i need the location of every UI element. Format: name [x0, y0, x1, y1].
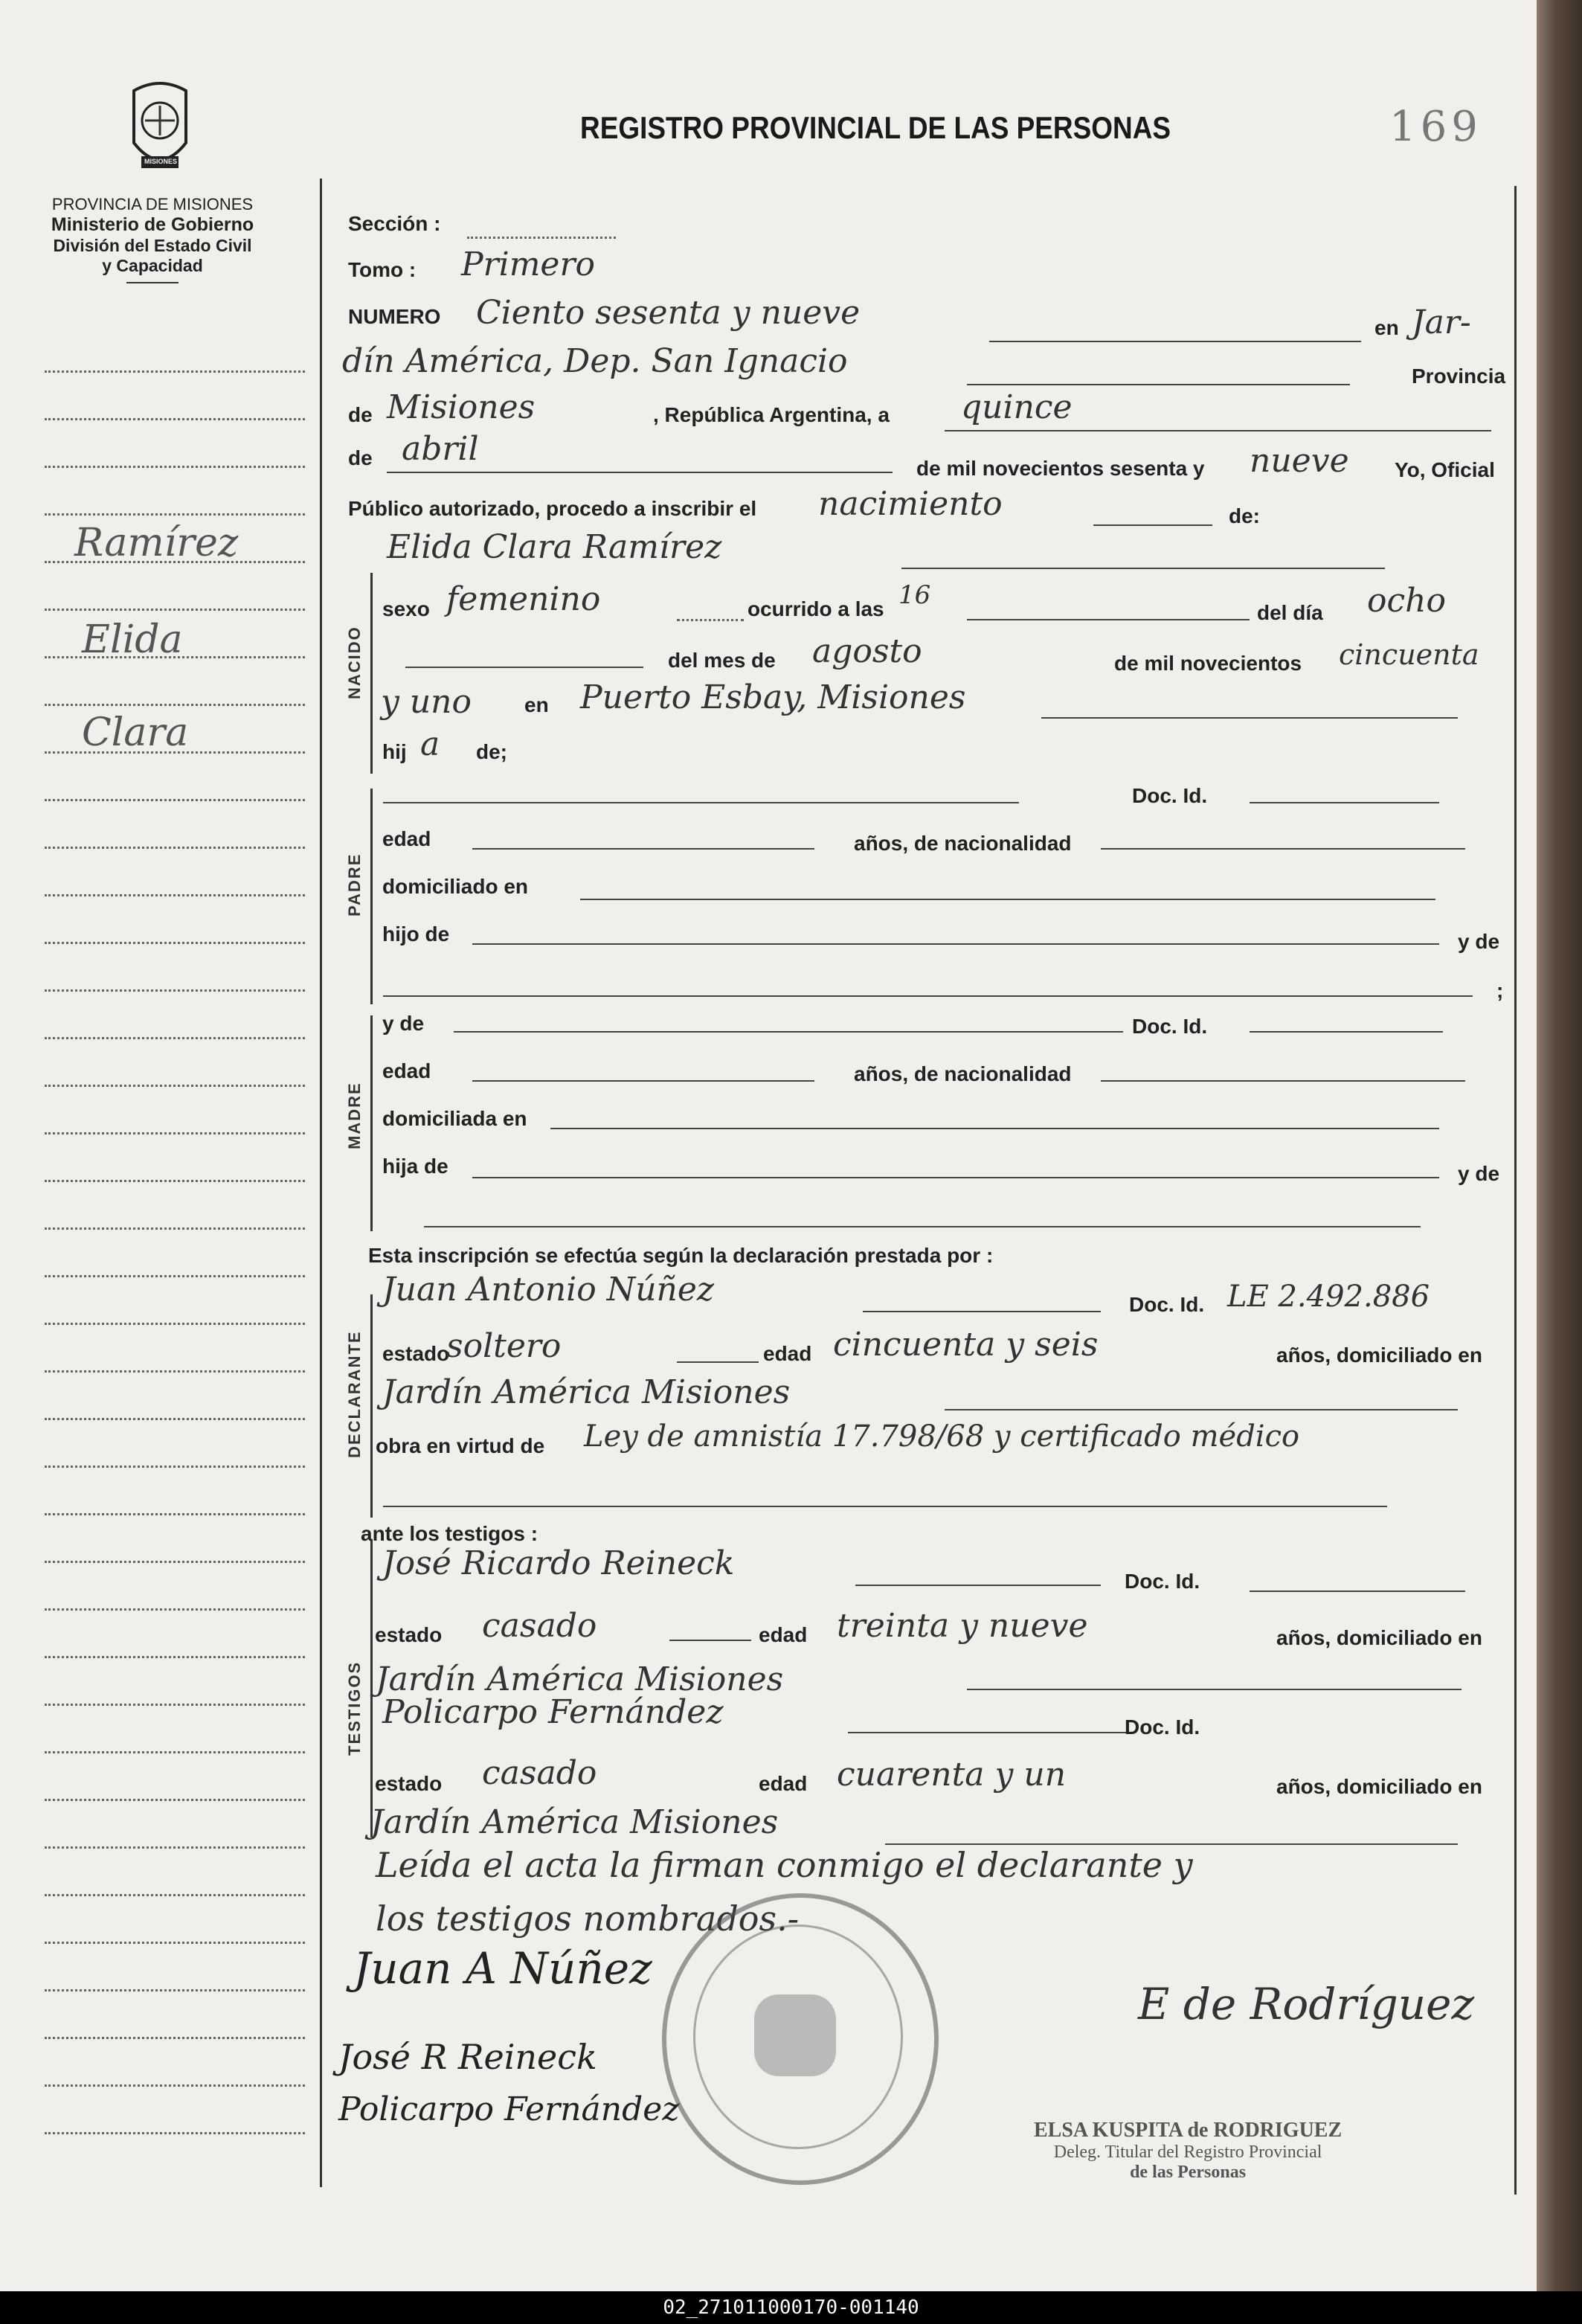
value-en-a: Jar- — [1412, 304, 1471, 341]
left-frame-line — [320, 179, 322, 2187]
official-stamp-line2: Deleg. Titular del Registro Provincial — [1053, 2142, 1322, 2162]
margin-name1: Elida — [82, 617, 183, 662]
acto-line — [1093, 524, 1212, 526]
side-label-madre: MADRE — [345, 1082, 364, 1149]
label-testigo2-anos: años, domiciliado en — [1276, 1775, 1482, 1798]
label-declarante-anos: años, domiciliado en — [1276, 1344, 1482, 1367]
seccion-dots — [467, 237, 616, 239]
margin-ruled-line — [45, 942, 305, 944]
padre-nac-line — [1101, 848, 1465, 850]
left-header-line2: Ministerio de Gobierno — [51, 214, 254, 235]
left-header-line3: División del Estado Civil — [53, 236, 252, 255]
margin-ruled-line — [45, 2084, 305, 2087]
label-madre-nac: años, de nacionalidad — [854, 1062, 1072, 1085]
label-seccion: Sección : — [348, 212, 441, 235]
label-testigo2-edad: edad — [759, 1772, 808, 1795]
declarante-estado-line — [677, 1361, 759, 1363]
label-madre-y-de: y de — [382, 1012, 425, 1035]
value-declarante-nombre: Juan Antonio Núñez — [382, 1271, 715, 1309]
dia-line — [945, 430, 1491, 431]
mes-line — [387, 472, 893, 473]
official-stamp-line3: de las Personas — [1130, 2163, 1247, 2182]
margin-ruled-line — [45, 1466, 305, 1468]
margin-ruled-line — [45, 1370, 305, 1373]
value-nombre: Elida Clara Ramírez — [387, 528, 722, 566]
label-madre-doc: Doc. Id. — [1132, 1015, 1208, 1038]
en-line — [967, 384, 1350, 385]
value-dia: quince — [961, 388, 1073, 426]
numero-line — [989, 341, 1361, 342]
official-stamp-line1: ELSA KUSPITA de RODRIGUEZ — [1034, 2119, 1343, 2142]
page-number: 169 — [1389, 103, 1482, 151]
label-hij: hij — [382, 740, 407, 763]
madre-hija-line — [472, 1177, 1439, 1178]
value-testigo2-estado: casado — [482, 1754, 597, 1792]
label-padre-dom: domiciliado en — [382, 875, 529, 898]
margin-ruled-line — [45, 799, 305, 801]
value-hij-suffix: a — [420, 725, 440, 763]
hora-line — [967, 619, 1250, 620]
value-testigo2-nombre: Policarpo Fernández — [382, 1693, 724, 1731]
label-mil-sesenta: de mil novecientos sesenta y — [916, 457, 1205, 480]
header-divider — [126, 282, 179, 283]
label-testigo2-doc: Doc. Id. — [1125, 1715, 1200, 1739]
label-padre-doc: Doc. Id. — [1132, 784, 1208, 807]
value-testigo1-edad: treinta y nueve — [837, 1607, 1088, 1645]
label-de-semicolon: de; — [476, 740, 507, 763]
testigo1-dom-line — [967, 1689, 1462, 1690]
value-declarante-edad: cincuenta y seis — [833, 1326, 1099, 1364]
margin-ruled-line — [45, 2037, 305, 2039]
value-testigo2-edad: cuarenta y un — [837, 1756, 1067, 1794]
margin-ruled-line — [45, 1799, 305, 1801]
margin-ruled-line — [45, 418, 305, 420]
label-declarante-doc: Doc. Id. — [1129, 1293, 1205, 1316]
madre-edad-line — [472, 1080, 814, 1082]
label-de-colon: de: — [1229, 504, 1260, 527]
testigo1-estado-line — [669, 1640, 751, 1641]
margin-ruled-line — [45, 1323, 305, 1325]
signature-testigo2: Policarpo Fernández — [338, 2090, 680, 2128]
margin-surname: Ramírez — [74, 521, 239, 565]
label-madre-hija: hija de — [382, 1155, 448, 1178]
image-caption: 02_271011000170-001140 — [0, 2291, 1582, 2324]
margin-ruled-line — [45, 1180, 305, 1182]
label-en-lugar: en — [524, 693, 549, 716]
testigo2-name-line — [848, 1732, 1131, 1733]
seal-text: MISIONES — [144, 158, 178, 165]
declarante-name-line — [863, 1311, 1101, 1312]
madre-divider — [370, 1015, 373, 1231]
padre-hijo-line — [472, 943, 1439, 945]
label-de2: de — [348, 446, 373, 469]
label-republica: , República Argentina, a — [653, 403, 890, 426]
value-dia-nac: ocho — [1367, 582, 1446, 620]
mes-nac-line-a — [405, 667, 643, 668]
padre-edad-line — [472, 848, 814, 850]
margin-ruled-line — [45, 370, 305, 373]
value-hora: 16 — [898, 580, 931, 610]
value-numero: Ciento sesenta y nueve — [476, 294, 861, 332]
value-anio-nac-a: cincuenta — [1339, 638, 1479, 671]
label-tomo: Tomo : — [348, 258, 417, 281]
margin-ruled-line — [45, 1942, 305, 1944]
margin-ruled-line — [45, 989, 305, 992]
left-header-line1: PROVINCIA DE MISIONES — [51, 195, 254, 214]
margin-ruled-line — [45, 1513, 305, 1515]
nombre-line — [901, 568, 1385, 569]
label-del-dia: del día — [1257, 601, 1323, 624]
margin-ruled-line — [45, 1275, 305, 1277]
label-madre-dom: domiciliada en — [382, 1107, 527, 1130]
side-label-declarante: DECLARANTE — [345, 1330, 364, 1458]
label-madre-edad: edad — [382, 1059, 431, 1082]
margin-ruled-line — [45, 609, 305, 611]
margin-ruled-line — [45, 704, 305, 706]
provincial-seal — [126, 76, 193, 180]
value-lugar-nac: Puerto Esbay, Misiones — [580, 678, 966, 716]
label-obra: obra en virtud de — [376, 1434, 545, 1457]
signature-declarante: Juan A Núñez — [353, 1943, 652, 1994]
padre-doc-line — [1250, 802, 1439, 803]
official-stamp — [1034, 2119, 1342, 2183]
right-frame-line — [1514, 186, 1517, 2195]
madre-nac-line — [1101, 1080, 1465, 1082]
margin-ruled-line — [45, 1656, 305, 1658]
label-testigo1-anos: años, domiciliado en — [1276, 1626, 1482, 1649]
label-testigo2-estado: estado — [375, 1772, 443, 1795]
label-de-mil-nov: de mil novecientos — [1114, 652, 1302, 675]
nacido-divider — [370, 573, 373, 774]
label-ocurrido: ocurrido a las — [747, 597, 884, 620]
margin-ruled-line — [45, 1846, 305, 1849]
margin-ruled-line — [45, 1989, 305, 1991]
value-provincia: Misiones — [387, 388, 536, 426]
book-spine — [1537, 0, 1582, 2291]
label-padre-hijo: hijo de — [382, 922, 450, 946]
margin-ruled-line — [45, 1894, 305, 1896]
padre-dom-line — [580, 899, 1435, 900]
label-publico: Público autorizado, procedo a inscribir el — [348, 497, 757, 520]
padre-divider — [370, 789, 373, 1004]
testigo1-doc-line — [1250, 1590, 1465, 1592]
margin-ruled-line — [45, 1085, 305, 1087]
madre-name-line — [454, 1031, 1123, 1033]
obra-line-2 — [383, 1506, 1387, 1507]
testigo1-name-line — [855, 1585, 1101, 1586]
madre-doc-line — [1250, 1031, 1443, 1033]
label-padre-semicolon: ; — [1496, 979, 1504, 1002]
margin-ruled-line — [45, 1037, 305, 1039]
margin-ruled-line — [45, 1608, 305, 1611]
value-en-b: dín América, Dep. San Ignacio — [342, 342, 848, 380]
label-inscripcion: Esta inscripción se efectúa según la declaración prestada por : — [368, 1244, 994, 1267]
label-testigo1-doc: Doc. Id. — [1125, 1570, 1200, 1593]
margin-ruled-line — [45, 894, 305, 896]
madre-dom-line — [550, 1128, 1439, 1129]
label-testigo1-edad: edad — [759, 1623, 808, 1646]
declarante-dom-line — [945, 1409, 1458, 1410]
declarante-divider — [370, 1294, 373, 1518]
closing-line-1: Leída el acta la firman conmigo el declarante y — [376, 1845, 1193, 1885]
margin-ruled-line — [45, 2132, 305, 2134]
value-declarante-estado: soltero — [446, 1327, 562, 1365]
lugar-line — [1041, 717, 1458, 719]
value-testigo1-estado: casado — [482, 1607, 597, 1645]
padre-extra-line — [383, 995, 1473, 997]
left-header-line4: y Capacidad — [102, 256, 203, 275]
side-label-padre: PADRE — [345, 853, 364, 917]
closing-line-2: los testigos nombrados.- — [376, 1898, 800, 1939]
label-del-mes: del mes de — [668, 649, 776, 672]
value-testigo1-domicilio: Jardín América Misiones — [376, 1660, 784, 1698]
value-anio-nac-b: y uno — [381, 683, 472, 721]
value-declarante-domicilio: Jardín América Misiones — [382, 1373, 791, 1411]
label-yo-oficial: Yo, Oficial — [1395, 458, 1495, 481]
label-declarante-estado: estado — [382, 1342, 450, 1365]
margin-ruled-line — [45, 1561, 305, 1563]
label-padre-nac: años, de nacionalidad — [854, 832, 1072, 855]
side-label-nacido: NACIDO — [345, 626, 364, 699]
label-madre-y-de2: y de — [1458, 1162, 1500, 1185]
label-padre-y-de: y de — [1458, 930, 1500, 953]
margin-ruled-line — [45, 1418, 305, 1420]
sexo-dots — [677, 619, 744, 621]
padre-name-line — [383, 802, 1019, 803]
label-padre-edad: edad — [382, 827, 431, 850]
value-anio: nueve — [1250, 442, 1349, 480]
page-title: REGISTRO PROVINCIAL DE LAS PERSONAS — [580, 110, 1171, 145]
signature-testigo1: José R Reineck — [338, 2037, 597, 2077]
value-testigo2-domicilio: Jardín América Misiones — [370, 1803, 779, 1841]
margin-ruled-line — [45, 1132, 305, 1134]
label-declarante-edad: edad — [763, 1342, 812, 1365]
value-obra: Ley de amnistía 17.798/68 y certificado médico — [584, 1419, 1300, 1454]
value-tomo: Primero — [461, 245, 595, 283]
value-sexo: femenino — [446, 580, 601, 618]
value-mes-nac: agosto — [812, 632, 922, 670]
margin-ruled-line — [45, 1751, 305, 1753]
label-sexo: sexo — [382, 597, 430, 620]
value-acto: nacimiento — [818, 485, 1003, 523]
value-declarante-doc: LE 2.492.886 — [1227, 1280, 1430, 1314]
registry-round-stamp — [662, 1893, 939, 2185]
margin-ruled-line — [45, 847, 305, 849]
testigos-divider — [370, 1540, 373, 1837]
value-mes: abril — [402, 430, 479, 468]
madre-extra-line — [424, 1226, 1421, 1227]
margin-ruled-line — [45, 1704, 305, 1706]
label-numero: NUMERO — [348, 305, 441, 328]
margin-name2: Clara — [82, 710, 189, 755]
label-ante-testigos: ante los testigos : — [361, 1522, 538, 1545]
margin-ruled-line — [45, 1227, 305, 1230]
label-testigo1-estado: estado — [375, 1623, 443, 1646]
side-label-testigos: TESTIGOS — [345, 1660, 364, 1756]
label-provincia: Provincia — [1412, 365, 1506, 388]
margin-ruled-line — [45, 466, 305, 468]
label-de: de — [348, 403, 373, 426]
value-testigo1-nombre: José Ricardo Reineck — [382, 1544, 735, 1582]
margin-ruled-line — [45, 513, 305, 516]
left-header — [30, 195, 275, 283]
signature-official: E de Rodríguez — [1138, 1979, 1475, 2029]
label-en: en — [1374, 316, 1399, 339]
